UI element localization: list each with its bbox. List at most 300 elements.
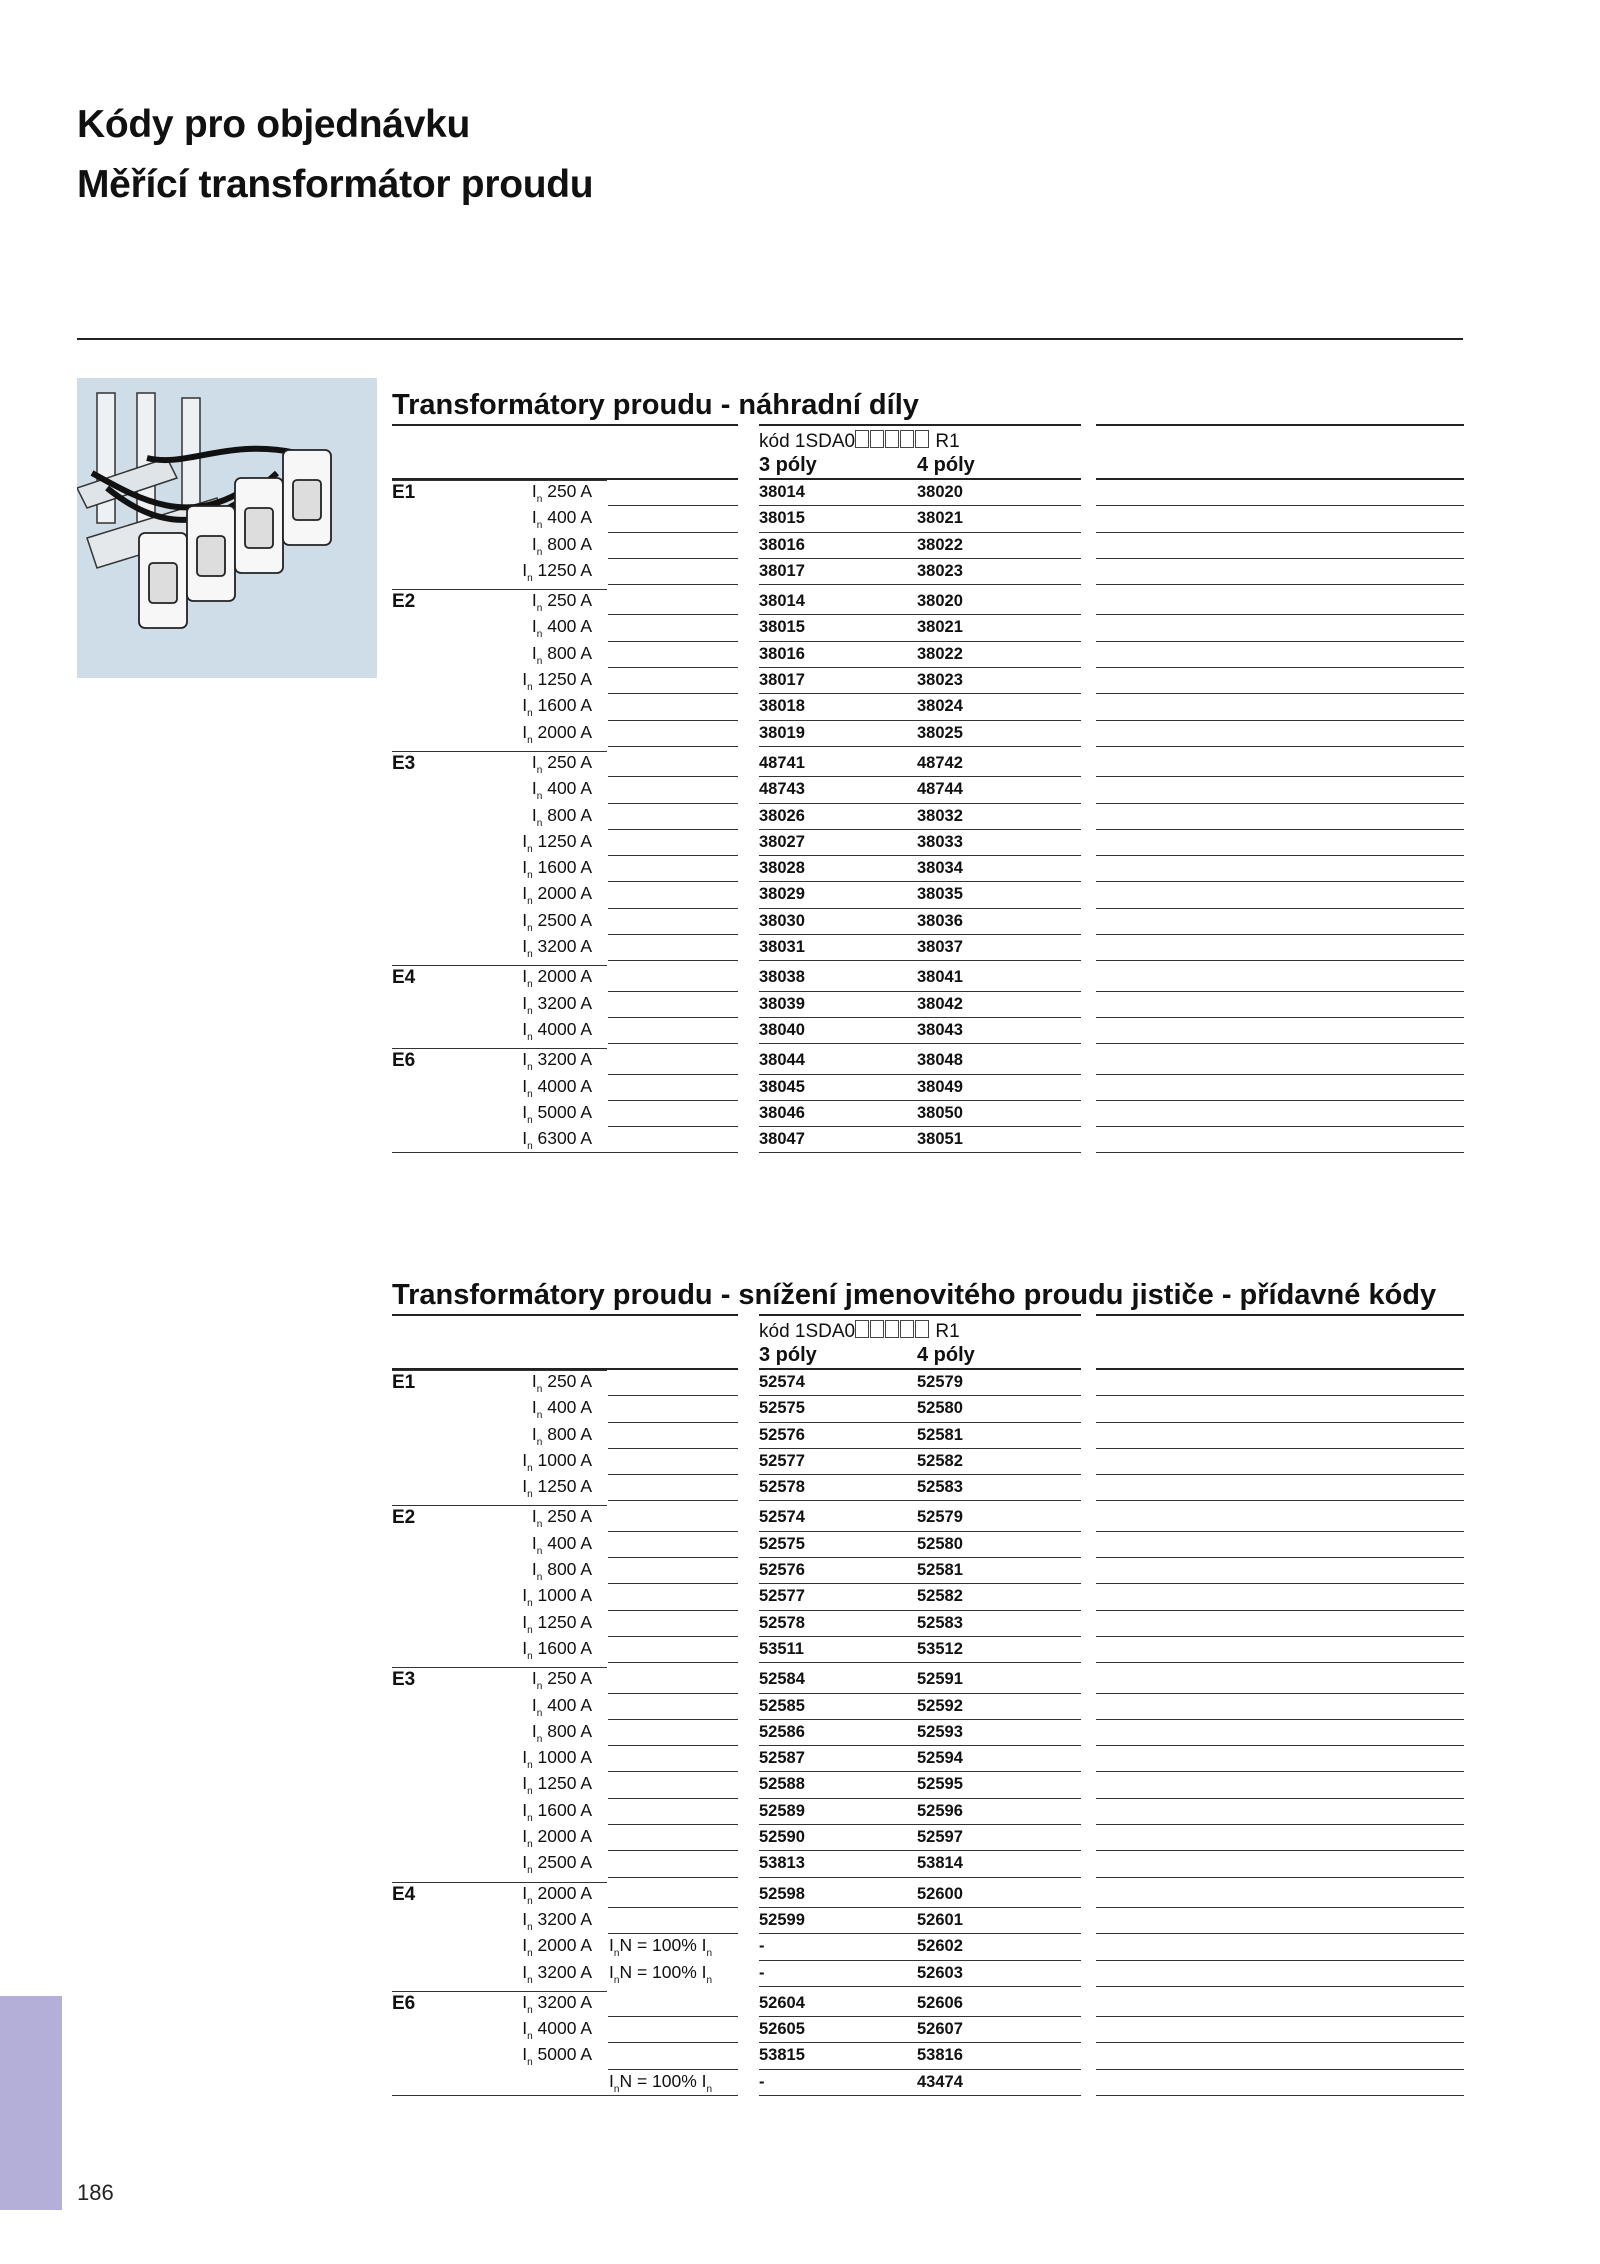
code-3-poles: 52605 [759, 2020, 805, 2039]
rated-current-value: 250 A [547, 1668, 592, 1689]
code-3-poles: 52575 [759, 1399, 805, 1418]
code-3-poles: 38019 [759, 723, 805, 742]
code-4-poles: 38021 [917, 509, 963, 528]
code-4-poles: 52603 [917, 1963, 963, 1982]
row-rule [759, 1152, 1081, 1153]
rated-current: $I_n$ 400 A [531, 1397, 592, 1422]
table-row [392, 480, 1464, 506]
code-4-poles: 52594 [917, 1749, 963, 1768]
table-row [392, 777, 1464, 803]
code-3-poles: 52584 [759, 1670, 805, 1689]
neutral-rating-text: N = 100% I [619, 1961, 707, 1982]
table-row [392, 615, 1464, 641]
code-3-poles: 38028 [759, 859, 805, 878]
code-4-poles: 38022 [917, 644, 963, 663]
table-row [392, 668, 1464, 694]
row-rule [759, 1877, 1081, 1878]
rated-current: $I_n$ 1000 A [522, 1585, 592, 1610]
rated-current: $I_n$ 400 A [531, 507, 592, 532]
rated-current: $I_n$ 250 A [531, 590, 592, 615]
code-4-poles: 38032 [917, 806, 963, 825]
code-4-poles: 52582 [917, 1451, 963, 1470]
table-row [392, 1694, 1464, 1720]
table-row [392, 1772, 1464, 1798]
table-row [392, 1558, 1464, 1584]
rated-current: $I_n$ 3200 A [522, 992, 592, 1017]
page-title-line1: Kódy pro objednávku [77, 103, 471, 146]
rated-current: $I_n$ 1600 A [522, 695, 592, 720]
rated-current-value: 4000 A [537, 2018, 592, 2039]
table-row [392, 909, 1464, 935]
rated-current: $I_n$ 1250 A [522, 1611, 592, 1636]
table-row [392, 694, 1464, 720]
code-3-poles: 52586 [759, 1722, 805, 1741]
rated-current-value: 3200 A [537, 992, 592, 1013]
code-4-poles: 52600 [917, 1884, 963, 1903]
table-row [392, 2070, 1464, 2096]
blank-line [608, 1043, 738, 1044]
rated-current-value: 1000 A [537, 1585, 592, 1606]
code-digit-box [900, 430, 914, 448]
code-3-poles: 38029 [759, 885, 805, 904]
rated-current: $I_n$ 400 A [531, 616, 592, 641]
rated-current-value: 4000 A [537, 1018, 592, 1039]
table-row [392, 1611, 1464, 1637]
code-digit-box [900, 1320, 914, 1338]
rated-current: $I_n$ 2000 A [522, 883, 592, 908]
blank-line [608, 746, 738, 747]
row-rule [759, 1043, 1081, 1044]
blank-line [608, 584, 738, 585]
header-rule-top [392, 1314, 738, 1316]
header-rule-top [759, 424, 1081, 426]
rated-current: $I_n$ 1600 A [522, 1637, 592, 1662]
code-4-poles: 38050 [917, 1103, 963, 1122]
rated-current-value: 800 A [547, 1559, 592, 1580]
breaker-size: E2 [392, 1507, 416, 1529]
breaker-size: E3 [392, 1669, 416, 1691]
rated-current-value: 3200 A [537, 936, 592, 957]
code-prefix-label [759, 1320, 960, 1343]
code-prefix: kód 1SDA0 [759, 431, 856, 452]
code-3-poles: 38038 [759, 968, 805, 987]
code-digit-box [870, 1320, 884, 1338]
row-rule-notes [1096, 2095, 1464, 2096]
rated-current-value: 1600 A [537, 1799, 592, 1820]
rated-current-value: 6300 A [537, 1128, 592, 1149]
rated-current: $I_n$ 3200 A [522, 936, 592, 961]
rated-current-value: 1000 A [537, 1449, 592, 1470]
code-4-poles: 38035 [917, 885, 963, 904]
row-rule-notes [1096, 1662, 1464, 1663]
code-3-poles: 48743 [759, 780, 805, 799]
code-4-poles: 38021 [917, 618, 963, 637]
blank-line [608, 1662, 738, 1663]
code-4-poles: 52595 [917, 1775, 963, 1794]
code-4-poles: 38034 [917, 859, 963, 878]
row-rule [759, 2095, 1081, 2096]
table-row [392, 882, 1464, 908]
rated-current-value: 800 A [547, 804, 592, 825]
code-digit-box [855, 1320, 869, 1338]
rated-current: $I_n$ 1000 A [522, 1449, 592, 1474]
column-4-poles: 4 póly [917, 454, 975, 476]
column-3-poles: 3 póly [759, 454, 817, 476]
table-bottom-rule [392, 2095, 738, 2096]
rated-current: $I_n$ 800 A [531, 1720, 592, 1745]
rated-current: $I_n$ 2500 A [522, 909, 592, 934]
neutral-rating-text: N = 100% I [619, 1935, 707, 1956]
table-row [392, 935, 1464, 961]
table-row [392, 992, 1464, 1018]
rated-current: $I_n$ 1000 A [522, 1747, 592, 1772]
code-4-poles: 52591 [917, 1670, 963, 1689]
code-digit-box [870, 430, 884, 448]
rated-current: $I_n$ 800 A [531, 804, 592, 829]
code-4-poles: 52581 [917, 1561, 963, 1580]
breaker-size: E3 [392, 752, 416, 774]
code-3-poles: 38015 [759, 509, 805, 528]
rated-current: $I_n$ 3200 A [522, 1049, 592, 1074]
code-3-poles: - [759, 1963, 765, 1982]
rated-current: $I_n$ 3200 A [522, 1908, 592, 1933]
table-row [392, 1101, 1464, 1127]
rated-current: $I_n$ 250 A [531, 1668, 592, 1693]
rated-current-value: 800 A [547, 1423, 592, 1444]
code-4-poles: 38023 [917, 561, 963, 580]
table-row [392, 1449, 1464, 1475]
table-row [392, 751, 1464, 777]
code-3-poles: 38039 [759, 994, 805, 1013]
table-row [392, 1127, 1464, 1153]
code-3-poles: 53813 [759, 1854, 805, 1873]
code-3-poles: 52576 [759, 1425, 805, 1444]
neutral-rating: $I_nN = 100\%$ $I_n$ [609, 1961, 713, 1986]
blank-line [608, 960, 738, 961]
rated-current-value: 2000 A [537, 1882, 592, 1903]
code-3-poles: 52577 [759, 1587, 805, 1606]
code-4-poles: 52596 [917, 1801, 963, 1820]
code-digit-box [855, 430, 869, 448]
code-3-poles: 52585 [759, 1696, 805, 1715]
code-prefix-label [759, 430, 960, 453]
rated-current-value: 400 A [547, 507, 592, 528]
code-4-poles: 38051 [917, 1130, 963, 1149]
rated-current-value: 400 A [547, 1397, 592, 1418]
code-4-poles: 52580 [917, 1534, 963, 1553]
table-row [392, 856, 1464, 882]
table-row [392, 1505, 1464, 1531]
row-rule-notes [1096, 1986, 1464, 1987]
code-4-poles: 38033 [917, 832, 963, 851]
table-row [392, 1851, 1464, 1877]
rated-current-value: 400 A [547, 616, 592, 637]
code-4-poles: 38042 [917, 994, 963, 1013]
code-4-poles: 52582 [917, 1587, 963, 1606]
code-4-poles: 38036 [917, 911, 963, 930]
rated-current-value: 1000 A [537, 1747, 592, 1768]
code-4-poles: 53816 [917, 2046, 963, 2065]
code-4-poles: 52593 [917, 1722, 963, 1741]
neutral-rating: $I_nN = 100\%$ $I_n$ [609, 1935, 713, 1960]
code-3-poles: 38014 [759, 592, 805, 611]
code-4-poles: 38037 [917, 938, 963, 957]
code-3-poles: 52587 [759, 1749, 805, 1768]
code-3-poles: 38047 [759, 1130, 805, 1149]
code-3-poles: 52576 [759, 1561, 805, 1580]
rated-current-value: 3200 A [537, 1961, 592, 1982]
rated-current: $I_n$ 800 A [531, 642, 592, 667]
page-title-line2: Měřící transformátor proudu [77, 163, 594, 206]
section-rating-reduction [392, 1276, 1464, 2096]
code-3-poles: 38016 [759, 535, 805, 554]
code-3-poles: 38017 [759, 561, 805, 580]
blank-line [608, 1500, 738, 1501]
table-row [392, 1637, 1464, 1663]
row-rule [759, 1500, 1081, 1501]
code-4-poles: 52601 [917, 1910, 963, 1929]
breaker-size: E6 [392, 1050, 416, 1072]
table-row [392, 1991, 1464, 2017]
rated-current: $I_n$ 3200 A [522, 1961, 592, 1986]
table-row [392, 1720, 1464, 1746]
code-3-poles: - [759, 2072, 765, 2091]
rated-current: $I_n$ 2000 A [522, 721, 592, 746]
breaker-size: E1 [392, 1372, 416, 1393]
code-4-poles: 38023 [917, 671, 963, 690]
code-3-poles: 52578 [759, 1478, 805, 1497]
rated-current-value: 400 A [547, 1694, 592, 1715]
rated-current-value: 2000 A [537, 966, 592, 987]
title-divider [77, 338, 1463, 340]
code-4-poles: 38048 [917, 1051, 963, 1070]
rated-current: $I_n$ 1250 A [522, 559, 592, 584]
breaker-size: E4 [392, 1883, 416, 1905]
code-3-poles: 38014 [759, 483, 805, 501]
rated-current-value: 800 A [547, 533, 592, 554]
code-digit-box [915, 430, 929, 448]
neutral-rating-text: N = 100% I [619, 2070, 707, 2091]
rated-current: $I_n$ 400 A [531, 778, 592, 803]
code-3-poles: 38040 [759, 1020, 805, 1039]
column-3-poles: 3 póly [759, 1344, 817, 1366]
code-prefix: kód 1SDA0 [759, 1321, 856, 1342]
code-3-poles: 52598 [759, 1884, 805, 1903]
table-bottom-rule [392, 1152, 738, 1153]
rated-current-value: 250 A [547, 481, 592, 501]
section-title: Transformátory proudu - náhradní díly [392, 389, 919, 421]
rated-current: $I_n$ 800 A [531, 1559, 592, 1584]
rated-current-value: 1600 A [537, 695, 592, 716]
table-row [392, 1667, 1464, 1693]
rated-current-value: 5000 A [537, 1101, 592, 1122]
table-row [392, 1423, 1464, 1449]
table-row [392, 1048, 1464, 1074]
code-suffix: R1 [930, 1321, 960, 1342]
table-row [392, 2017, 1464, 2043]
rated-current-value: 1250 A [537, 830, 592, 851]
code-4-poles: 52592 [917, 1696, 963, 1715]
table-header [392, 424, 1464, 480]
code-4-poles: 43474 [917, 2072, 963, 2091]
table-row [392, 1075, 1464, 1101]
rated-current: $I_n$ 2500 A [522, 1852, 592, 1877]
code-3-poles: 38044 [759, 1051, 805, 1070]
code-4-poles: 52579 [917, 1373, 963, 1391]
code-3-poles: 38045 [759, 1077, 805, 1096]
rated-current-value: 250 A [547, 751, 592, 772]
table-row [392, 804, 1464, 830]
table-row [392, 589, 1464, 615]
rated-current-value: 3200 A [537, 1991, 592, 2012]
section-title: Transformátory proudu - snížení jmenovitého proudu jističe - přídavné kódy [392, 1279, 1437, 1311]
code-3-poles: 38027 [759, 832, 805, 851]
table-row [392, 642, 1464, 668]
code-3-poles: 52604 [759, 1993, 805, 2012]
code-3-poles: 52575 [759, 1534, 805, 1553]
code-4-poles: 52606 [917, 1993, 963, 2012]
section-spare-parts [392, 386, 1464, 1153]
breaker-size: E6 [392, 1992, 416, 2014]
row-rule [759, 960, 1081, 961]
table-row [392, 721, 1464, 747]
rated-current: $I_n$ 2000 A [522, 966, 592, 991]
rated-current: $I_n$ 1250 A [522, 669, 592, 694]
table-row [392, 1746, 1464, 1772]
rated-current: $I_n$ 5000 A [522, 2044, 592, 2069]
code-4-poles: 52583 [917, 1613, 963, 1632]
code-4-poles: 53814 [917, 1854, 963, 1873]
header-rule-top [1096, 1314, 1464, 1316]
rated-current: $I_n$ 1250 A [522, 830, 592, 855]
code-3-poles: 38026 [759, 806, 805, 825]
rated-current-value: 1250 A [537, 559, 592, 580]
code-4-poles: 48744 [917, 780, 963, 799]
table-row [392, 1396, 1464, 1422]
table-row [392, 1882, 1464, 1908]
code-4-poles: 52583 [917, 1478, 963, 1497]
code-3-poles: 53815 [759, 2046, 805, 2065]
row-rule [759, 584, 1081, 585]
table-row [392, 506, 1464, 532]
rated-current: $I_n$ 250 A [531, 481, 592, 505]
side-tab-marker [0, 1996, 62, 2210]
neutral-rating: $I_nN = 100\%$ $I_n$ [609, 2070, 713, 2095]
code-digit-box [885, 1320, 899, 1338]
code-3-poles: 38018 [759, 697, 805, 716]
rated-current-value: 2000 A [537, 721, 592, 742]
code-3-poles: 52599 [759, 1910, 805, 1929]
rated-current-value: 250 A [547, 1506, 592, 1527]
rated-current: $I_n$ 1600 A [522, 1799, 592, 1824]
rated-current: $I_n$ 5000 A [522, 1101, 592, 1126]
code-3-poles: 38046 [759, 1103, 805, 1122]
row-rule-notes [1096, 960, 1464, 961]
code-3-poles: 52574 [759, 1373, 805, 1391]
code-4-poles: 38041 [917, 968, 963, 987]
rated-current: $I_n$ 4000 A [522, 1075, 592, 1100]
code-digit-box [885, 430, 899, 448]
rated-current: $I_n$ 2000 A [522, 1935, 592, 1960]
table-row [392, 1799, 1464, 1825]
code-3-poles: 52578 [759, 1613, 805, 1632]
code-3-poles: 38015 [759, 618, 805, 637]
row-rule-notes [1096, 1500, 1464, 1501]
rated-current: $I_n$ 250 A [531, 1506, 592, 1531]
rated-current: $I_n$ 4000 A [522, 1018, 592, 1043]
code-suffix: R1 [930, 431, 960, 452]
rated-current: $I_n$ 800 A [531, 533, 592, 558]
rated-current-value: 400 A [547, 778, 592, 799]
table-row [392, 1475, 1464, 1501]
code-3-poles: 53511 [759, 1639, 804, 1658]
rated-current-value: 3200 A [537, 1049, 592, 1070]
rated-current-value: 800 A [547, 1720, 592, 1741]
rated-current-value: 1250 A [537, 1611, 592, 1632]
table-row [392, 1934, 1464, 1960]
code-3-poles: 48741 [759, 753, 805, 772]
rated-current-value: 2000 A [537, 883, 592, 904]
rated-current-value: 1250 A [537, 1476, 592, 1497]
breaker-size: E2 [392, 591, 416, 613]
header-rule-top [392, 424, 738, 426]
blank-line [608, 1877, 738, 1878]
current-transformer-illustration [77, 378, 377, 678]
code-4-poles: 52597 [917, 1828, 963, 1847]
code-4-poles: 38020 [917, 483, 963, 501]
table-row [392, 1908, 1464, 1934]
code-4-poles: 52579 [917, 1508, 963, 1527]
row-rule-notes [1096, 746, 1464, 747]
row-rule-notes [1096, 1877, 1464, 1878]
rated-current: $I_n$ 1250 A [522, 1476, 592, 1501]
code-3-poles: 38016 [759, 644, 805, 663]
rated-current: $I_n$ 2000 A [522, 1826, 592, 1851]
code-4-poles: 52602 [917, 1937, 963, 1956]
rated-current: $I_n$ 4000 A [522, 2018, 592, 2043]
rated-current-value: 5000 A [537, 2044, 592, 2065]
table-row [392, 559, 1464, 585]
code-3-poles: 38017 [759, 671, 805, 690]
product-photo [77, 378, 377, 678]
rated-current: $I_n$ 400 A [531, 1532, 592, 1557]
code-4-poles: 52581 [917, 1425, 963, 1444]
header-rule-top [759, 1314, 1081, 1316]
code-4-poles: 38020 [917, 592, 963, 611]
code-digit-box [915, 1320, 929, 1338]
code-3-poles: 52589 [759, 1801, 805, 1820]
code-3-poles: 52590 [759, 1828, 805, 1847]
rated-current: $I_n$ 400 A [531, 1694, 592, 1719]
table-row [392, 533, 1464, 559]
row-rule-notes [1096, 1152, 1464, 1153]
table-row [392, 1961, 1464, 1987]
row-rule [759, 746, 1081, 747]
rated-current-value: 1250 A [537, 1773, 592, 1794]
table-header [392, 1314, 1464, 1370]
rated-current: $I_n$ 2000 A [522, 1882, 592, 1907]
table-row [392, 1532, 1464, 1558]
code-4-poles: 53512 [917, 1639, 963, 1658]
rated-current-value: 1600 A [537, 1637, 592, 1658]
rated-current: $I_n$ 1250 A [522, 1773, 592, 1798]
rated-current-value: 250 A [547, 1371, 592, 1391]
row-rule-notes [1096, 1043, 1464, 1044]
code-3-poles: 52588 [759, 1775, 805, 1794]
row-rule [759, 1662, 1081, 1663]
code-4-poles: 52580 [917, 1399, 963, 1418]
code-4-poles: 38025 [917, 723, 963, 742]
